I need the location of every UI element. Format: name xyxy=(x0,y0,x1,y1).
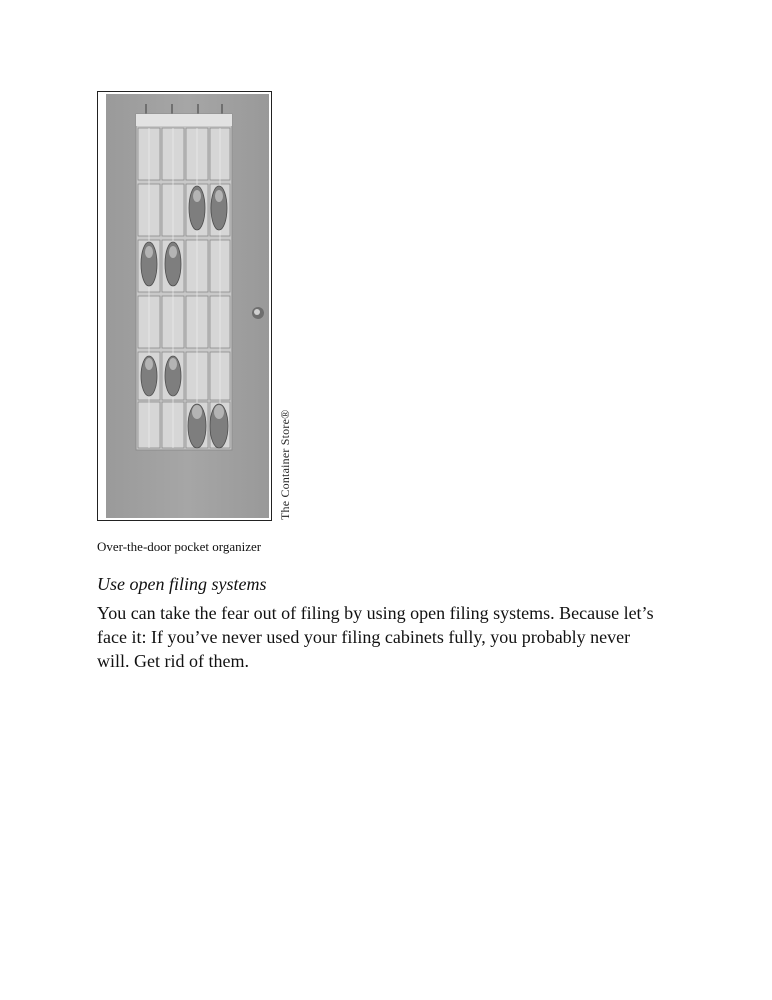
body-paragraph: You can take the fear out of filing by using open filing systems. Because let’s face it: If you’ve never used your filing cabinets fully, you probably never will. Get rid of them. xyxy=(97,603,654,671)
photo-credit: The Container Store® xyxy=(278,409,292,520)
section-heading: Use open filing systems xyxy=(97,574,267,594)
figure-caption: Over-the-door pocket organizer xyxy=(97,539,262,554)
organizer-photo xyxy=(97,91,272,521)
